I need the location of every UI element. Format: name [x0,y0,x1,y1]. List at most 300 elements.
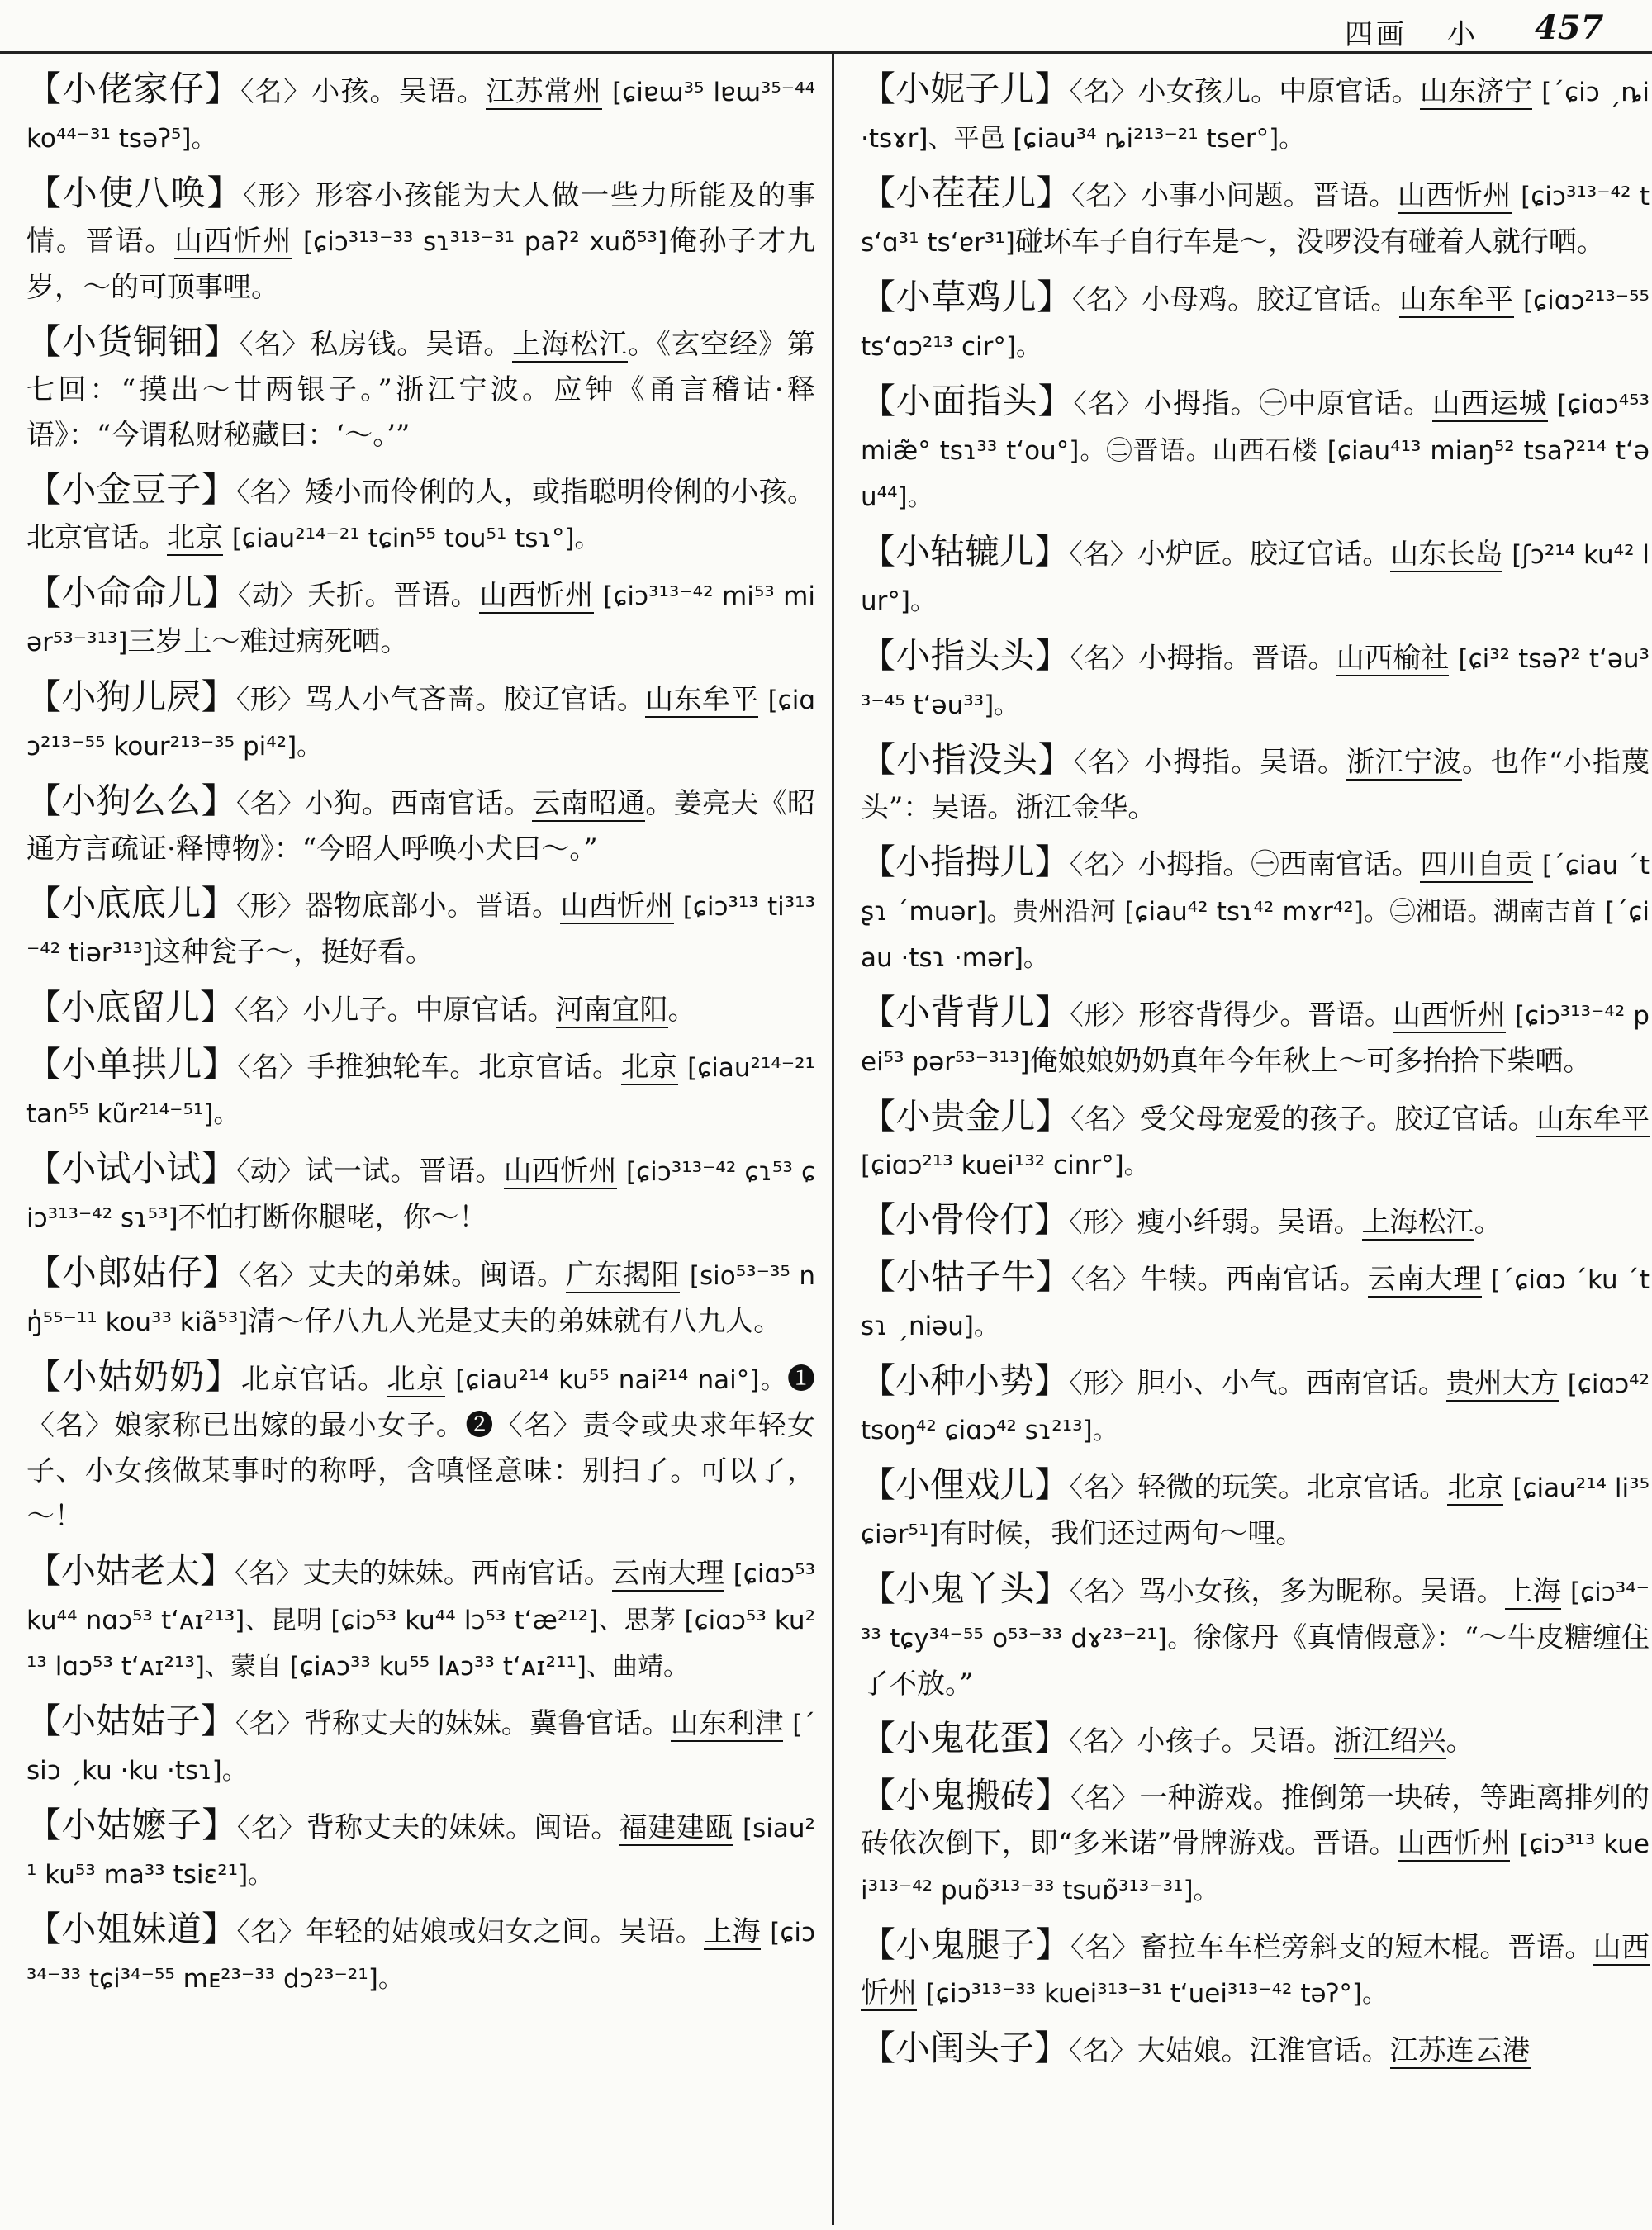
close-bracket: 】 [201,469,236,510]
part-of-speech: 〈名〉 [1069,538,1137,570]
dictionary-entry [861,1197,1650,1245]
dictionary-entry [861,633,1650,728]
dictionary-entry [26,1354,815,1540]
dialect-location: 北京 [167,521,223,554]
definition: 器物底部小。晋语。 [305,890,561,923]
definition: 矮小而伶俐的人，或指聪明伶俐的小孩。北京官话。 [26,476,815,554]
part-of-speech: 〈名〉 [1070,642,1139,674]
open-bracket: 【 [26,780,62,821]
definition: 小炉匠。胶辽官话。 [1137,538,1391,571]
dictionary-entry [26,880,815,976]
dialect-location: 上海松江 [1361,1206,1474,1239]
pronunciation: [ɕi³² tsəʔ² tʻəu³³⁻⁴⁵ tʻəu³³]。 [861,644,1650,720]
pronunciation: [ɕiɔ³⁴⁻³³ tɕi³⁴⁻⁵⁵ mᴇ²³⁻³³ dɔ²³⁻²¹]。 [26,1918,815,1994]
pronunciation: [ɕiɔ³¹³⁻⁴² tsʻɑ³¹ tsʻɐr³¹] [861,182,1650,258]
dictionary-entry [861,378,1650,520]
pronunciation: [ɕiɑɔ²¹³ kuei¹³² cinr°]。 [861,1151,1150,1180]
open-bracket: 【 [26,1550,62,1591]
definition: 试一试。晋语。 [305,1155,504,1188]
dictionary-entry [861,839,1650,981]
part-of-speech: 〈动〉 [237,579,308,611]
dictionary-entry [861,989,1650,1085]
headword: 小茬茬儿 [895,173,1037,213]
dictionary-entry [861,1715,1650,1764]
open-bracket: 【 [861,992,896,1032]
open-bracket: 【 [26,1805,62,1845]
definition: 小事小问题。晋语。 [1141,179,1398,212]
headword: 小底底儿 [61,883,202,923]
open-bracket: 【 [861,381,896,421]
pronunciation: [ɕiɔ³¹³ kuei³¹³⁻⁴² puɒ̃³¹³⁻³³ tsuɒ̃³¹³⁻³¹]。 [861,1829,1650,1905]
headword: 小鬼腿子 [895,1924,1036,1965]
open-bracket: 【 [26,469,62,510]
headword: 小单拱儿 [61,1044,202,1084]
headword: 小闺头子 [895,2028,1035,2068]
definition: 夭折。晋语。 [307,579,480,612]
part-of-speech: 〈名〉 [236,1811,306,1843]
definition: 小女孩儿。中原官话。 [1137,75,1420,108]
definition: 骂小女孩，多为昵称。吴语。 [1137,1575,1505,1608]
dictionary-entry [861,274,1650,370]
close-bracket: 】 [202,1252,239,1293]
definition: 形容背得少。晋语。 [1138,999,1393,1032]
part-of-speech: 〈名〉 [235,787,306,819]
close-bracket: 】 [1035,992,1070,1032]
part-of-speech: 〈动〉 [235,1155,306,1187]
definition: 北京官话。 [240,1363,387,1396]
pronunciation: [ɕiɑɔ⁴⁵³ miæ̃° tsɿ³³ tʻou°]。㊁晋语。山西石楼 [ɕiau⁴¹³ miaŋ⁵² tsaʔ²¹⁴ tʻəu⁴⁴]。 [861,390,1650,512]
headword: 小种小势 [895,1360,1035,1401]
close-bracket: 】 [204,69,241,109]
pronunciation: [ɕiɔ³¹³⁻⁴² ɕɿ⁵³ ɕiɔ³¹³⁻⁴² sɿ⁵³] [26,1157,815,1233]
dialect-location: 上海松江 [512,328,629,361]
dictionary-entry [861,1254,1650,1350]
example-text: 有时候，我们还过两句～哩。 [938,1517,1304,1550]
headword: 小佬家仔 [62,69,205,109]
dialect-location: 上海 [704,1915,761,1948]
dialect-location: 山东牟平 [645,683,759,716]
pronunciation: [ɕiɑɔ²¹³⁻⁵⁵ tsʻɑɔ²¹³ cir°]。 [861,286,1650,362]
dictionary-entry [26,1041,815,1137]
close-bracket: 】 [200,987,235,1027]
pronunciation: [ɕiɔ³¹³⁻⁴² mi⁵³ miər⁵³⁻³¹³] [26,581,815,657]
part-of-speech: 〈名〉 [236,1915,306,1948]
open-bracket: 【 [26,1148,62,1189]
definition: 手推独轮车。北京官话。 [306,1051,621,1084]
open-bracket: 【 [26,987,62,1027]
close-bracket: 】 [1037,277,1072,317]
headword: 小鬼丫头 [895,1568,1035,1609]
definition: 年轻的姑娘或妇女之间。吴语。 [306,1915,705,1948]
dialect-location: 山东利津 [670,1707,784,1740]
close-bracket: 】 [1034,1718,1070,1758]
pronunciation: [ɕiau²¹⁴ ku⁵⁵ nai²¹⁴ nai°]。 [455,1365,787,1395]
part-of-speech: 〈名〉 [235,1707,304,1739]
headword: 小姑姑子 [61,1701,201,1741]
close-bracket: 】 [202,572,238,613]
part-of-speech: 〈名〉 [1069,1575,1138,1607]
headword: 小郎姑仔 [61,1252,203,1293]
open-bracket: 【 [26,1044,62,1084]
dialect-location: 云南昭通 [532,787,646,820]
close-bracket: 】 [1034,1464,1070,1505]
dictionary-entry [861,737,1650,831]
headword: 小姑奶奶 [62,1356,206,1397]
dialect-location: 山西忻州 [1397,1827,1511,1860]
close-bracket: 】 [1034,1360,1070,1401]
dictionary-entry [26,66,815,162]
close-bracket: 】 [1035,1924,1070,1965]
pronunciation: [ɕiɑɔ⁵³ ku⁴⁴ nɑɔ⁵³ tʻᴀɪ²¹³]、昆明 [ɕiɔ⁵³ ku⁴⁴ lɔ⁵³ tʻæ²¹²]、思茅 [ɕiɑɔ⁵³ ku²¹³ lɑɔ⁵³ tʻᴀɪ²¹³]、蒙自 [ɕiᴀɔ³³ ku⁵⁵ lᴀɔ³³ tʻᴀɪ²¹¹]、曲靖。 [26,1559,815,1682]
part-of-speech: 〈名〉 [235,994,303,1026]
dictionary-entry [861,1772,1650,1914]
part-of-speech: 〈形〉 [235,890,306,922]
open-bracket: 【 [861,1718,896,1758]
part-of-speech: 〈名〉 [235,476,306,508]
definition: 小拇指。㊀中原官话。 [1143,387,1432,420]
dialect-location: 浙江宁波 [1346,746,1462,779]
headword: 小试小试 [61,1148,202,1189]
close-bracket: 】 [1037,381,1074,421]
open-bracket: 【 [861,635,896,676]
headword: 小指没头 [895,739,1038,780]
part-of-speech: 〈名〉 [1070,1103,1140,1135]
example-text: 俺娘娘奶奶真年今年秋上～可多抬拾下柴哂。 [1029,1045,1592,1078]
head-character: 小 [1447,18,1475,51]
definition: 小母鸡。胶辽官话。 [1142,283,1400,316]
open-bracket: 【 [861,739,896,780]
part-of-speech: 〈名〉 [1073,387,1144,420]
pronunciation: [ˊɕiɑɔ ˊku ˊtsɿ ˏniəu]。 [861,1265,1650,1341]
close-bracket: 】 [1034,1568,1070,1609]
pronunciation: [ɕiɑɔ²¹³⁻⁵⁵ kour²¹³⁻³⁵ pi⁴²]。 [26,686,815,762]
close-bracket: 】 [203,321,240,362]
definition: 小拇指。晋语。 [1138,642,1336,675]
headword: 小货铜钿 [61,321,204,362]
open-bracket: 【 [26,572,62,613]
headword: 小贵金儿 [895,1096,1036,1136]
part-of-speech: 〈名〉 [1069,1471,1138,1503]
column-divider [832,53,834,2225]
close-bracket: 】 [1034,1199,1070,1240]
dialect-location: 上海 [1504,1575,1562,1608]
close-bracket: 】 [206,173,244,213]
definition: 背称丈夫的妹妹。闽语。 [306,1811,620,1844]
dictionary-entry [26,570,815,666]
definition: 受父母宠爱的孩子。胶辽官话。 [1139,1103,1537,1136]
definition: 畜拉车车栏旁斜支的短木棍。晋语。 [1139,1931,1593,1964]
pronunciation: [siau²¹ ku⁵³ ma³³ tsiɛ²¹]。 [26,1814,815,1890]
headword: 小鬼搬砖 [895,1775,1036,1815]
pronunciation: [ɕiɑɔ⁴² tsoŋ⁴² ɕiɑɔ⁴² sɿ²¹³]。 [861,1369,1650,1445]
part-of-speech: 〈形〉 [1069,1367,1137,1399]
definition: 小拇指。㊀西南官话。 [1137,848,1421,881]
dictionary-entry [26,467,815,562]
example-text: 。 [1446,1725,1474,1758]
dialect-location: 河南宜阳 [555,994,668,1027]
part-of-speech: 〈名〉 [237,1051,307,1083]
pronunciation: [ɕiɔ³⁴⁻³³ tɕy³⁴⁻⁵⁵ o⁵³⁻³³ dɤ²³⁻²¹]。 [861,1578,1650,1654]
dictionary-entry [861,2025,1650,2074]
close-bracket: 】 [202,1044,238,1084]
close-bracket: 】 [1034,842,1070,882]
section-label: 四画 [1345,18,1408,51]
dictionary-entry [861,1358,1650,1454]
close-bracket: 】 [201,1148,236,1189]
dialect-location: 江苏常州 [486,75,603,108]
part-of-speech: 〈名〉 [240,75,312,107]
pronunciation: [ˊɕiau ˊtʂɿ ˊmuər]。贵州沿河 [ɕiau⁴² tsɿ⁴² mɤr⁴²]。㊁湘语。湖南吉首 [ˊɕiau ·tsɿ ·mər]。 [861,851,1650,973]
open-bracket: 【 [861,1464,896,1505]
dialect-location: 山西忻州 [1397,179,1512,212]
headword: 小俚戏儿 [895,1464,1035,1505]
dialect-location: 北京 [620,1051,678,1084]
definition: 一种游戏。推倒第一块砖，等距离排列的砖依次倒下，即“多米诺”骨牌游戏。晋语。 [861,1782,1650,1860]
pronunciation: [ɕiau²¹⁴⁻²¹ tan⁵⁵ kũr²¹⁴⁻⁵¹]。 [26,1053,815,1129]
dialect-location: 山西忻州 [479,579,594,612]
headword: 小姑老太 [61,1550,201,1591]
dictionary-entry [861,1566,1650,1707]
dialect-location: 山东牟平 [1536,1103,1650,1136]
dialect-location: 贵州大方 [1446,1367,1559,1400]
dialect-location: 山西忻州 [174,225,293,258]
dialect-location: 浙江绍兴 [1333,1725,1446,1758]
open-bracket: 【 [861,842,896,882]
close-bracket: 】 [1034,69,1070,109]
dictionary-entry [26,170,815,311]
page-header [0,0,1652,54]
pronunciation: [ɕiau²¹⁴⁻²¹ tɕin⁵⁵ tou⁵¹ tsɿ°]。 [231,524,601,553]
headword: 小骨伶仃 [895,1199,1035,1240]
close-bracket: 】 [202,1909,237,1949]
dictionary-entry [861,1094,1650,1189]
part-of-speech: 〈名〉 [1069,2034,1137,2066]
definition: 轻微的玩笑。北京官话。 [1137,1471,1448,1504]
dictionary-entry [26,1548,815,1690]
headword: 小使八唤 [62,173,207,213]
open-bracket: 【 [861,1568,896,1609]
pronunciation: [ˊɕiɔ ˏȵi ·tsɤr]、平邑 [ɕiau³⁴ ȵi²¹³⁻²¹ tser°]。 [861,78,1650,154]
dialect-location: 云南大理 [611,1557,724,1590]
open-bracket: 【 [26,1701,62,1741]
dictionary-entry [26,1802,815,1898]
pronunciation: [ʃɔ²¹⁴ ku⁴² lur°]。 [861,540,1650,616]
open-bracket: 【 [26,1356,63,1397]
dictionary-entry [26,1146,815,1241]
dictionary-entry [26,319,815,458]
dialect-location: 山西忻州 [1393,999,1506,1032]
dictionary-entry [26,1698,815,1794]
open-bracket: 【 [861,69,896,109]
headword: 小狗儿屄 [61,676,202,717]
dialect-location: 北京 [1447,1471,1504,1504]
part-of-speech: 〈名〉 [1070,1782,1140,1814]
definition: 形容小孩能为大人做一些力所能及的事情。晋语。 [26,179,815,258]
example-text: 清～仔八九人光是丈夫的弟妹就有八九人。 [248,1305,782,1338]
open-bracket: 【 [861,1924,896,1965]
close-bracket: 】 [1037,739,1074,780]
headword: 小轱辘儿 [895,531,1035,572]
part-of-speech: 〈名〉 [238,1259,308,1291]
dialect-location: 福建建瓯 [619,1811,733,1844]
open-bracket: 【 [861,277,896,317]
headword: 小命命儿 [61,572,203,613]
close-bracket: 】 [202,1805,237,1845]
definition: 胆小、小气。西南官话。 [1137,1367,1446,1400]
part-of-speech: 〈名〉 [1069,75,1138,107]
close-bracket: 】 [1034,531,1070,572]
part-of-speech: 〈名〉 [1071,283,1142,316]
open-bracket: 【 [861,531,896,572]
part-of-speech: 〈名〉 [1070,1263,1141,1295]
part-of-speech: 〈形〉 [1070,999,1139,1031]
headword: 小金豆子 [61,469,202,510]
dictionary-entry [861,529,1650,624]
close-bracket: 】 [1036,173,1072,213]
example-text: 碰坏车子自行车是～，没啰没有碰着人就行哂。 [1014,225,1605,259]
close-bracket: 】 [1036,1256,1071,1297]
example-text: 。姜亮夫《昭通方言疏证·释博物》：“今昭人呼唤小犬曰～。” [26,787,815,866]
example-text: 徐傢丹《真情假意》：“～牛皮糖缠住了不放。” [861,1621,1650,1701]
part-of-speech: 〈名〉 [1073,746,1145,778]
definition: 小拇指。吴语。 [1144,746,1346,779]
dialect-location: 山西忻州 [560,890,674,923]
dictionary-entry [26,1906,815,2002]
example-text: ❶〈名〉娘家称已出嫁的最小女子。❷〈名〉责令或央求年轻女子、小女孩做某事时的称呼，含嗔怪意味：别扫了。可以了，～！ [26,1363,815,1533]
dictionary-entry [861,170,1650,266]
example-text: 。 [667,994,696,1027]
open-bracket: 【 [26,883,62,923]
dialect-location: 北京 [387,1363,446,1396]
pronunciation: [ɕiɔ³¹³⁻⁴² pei⁵³ pər⁵³⁻³¹³] [861,1001,1650,1077]
pronunciation: [ɕiɔ³¹³⁻³³ kuei³¹³⁻³¹ tʻuei³¹³⁻⁴² təʔ°]。 [925,1979,1388,2009]
headword: 小背背儿 [895,992,1036,1032]
dialect-location: 云南大理 [1367,1263,1482,1296]
open-bracket: 【 [26,321,62,362]
definition: 私房钱。吴语。 [310,328,513,361]
headword: 小妮子儿 [895,69,1035,109]
example-text: 。也作“小指蔑头”：吴语。浙江金华。 [861,746,1650,824]
open-bracket: 【 [861,1096,896,1136]
dictionary-entry [861,66,1650,162]
dictionary-entry [26,778,815,872]
definition: 小孩子。吴语。 [1137,1725,1334,1758]
close-bracket: 】 [1035,1096,1070,1136]
open-bracket: 【 [861,1199,896,1240]
open-bracket: 【 [26,173,63,213]
close-bracket: 】 [200,1701,235,1741]
close-bracket: 】 [1035,1775,1070,1815]
definition: 小孩。吴语。 [311,75,487,108]
page-number: 457 [1535,8,1604,47]
dialect-location: 山西运城 [1431,387,1548,420]
open-bracket: 【 [26,69,63,109]
definition: 背称丈夫的妹妹。冀鲁官话。 [303,1707,671,1740]
close-bracket: 】 [1034,2028,1070,2068]
dialect-location: 江苏连云港 [1389,2034,1531,2067]
dialect-location: 山东长岛 [1390,538,1503,571]
dictionary-entry [26,1250,815,1345]
headword: 小姑嬷子 [61,1805,202,1845]
close-bracket: 】 [1035,635,1070,676]
close-bracket: 】 [201,676,236,717]
dialect-location: 四川自贡 [1420,848,1534,881]
open-bracket: 【 [861,1360,896,1401]
definition: 瘦小纤弱。吴语。 [1137,1206,1362,1239]
definition: 小狗。西南官话。 [305,787,533,820]
headword: 小草鸡儿 [895,277,1037,317]
left-column [26,66,815,2010]
headword: 小指拇儿 [895,842,1035,882]
part-of-speech: 〈名〉 [1069,848,1138,880]
part-of-speech: 〈名〉 [239,328,311,360]
definition: 大姑娘。江淮官话。 [1137,2034,1390,2067]
dictionary-entry [26,985,815,1033]
part-of-speech: 〈形〉 [1069,1206,1137,1238]
open-bracket: 【 [861,2028,896,2068]
definition: 丈夫的弟妹。闽语。 [307,1259,566,1292]
headword: 小鬼花蛋 [895,1718,1035,1758]
dictionary-entry [861,1462,1650,1558]
open-bracket: 【 [861,1256,896,1297]
definition: 骂人小气吝啬。胶辽官话。 [305,683,646,716]
dialect-location: 山西忻州 [861,1931,1650,2009]
open-bracket: 【 [26,676,62,717]
pronunciation: [ɕiɔ³¹³⁻³³ sɿ³¹³⁻³¹ paʔ² xuɒ̃⁵³] [303,227,667,257]
dialect-location: 山东牟平 [1399,283,1514,316]
pronunciation: [ˊsiɔ ˏku ·ku ·tsɿ]。 [26,1710,815,1786]
example-text: 这种瓮子～，挺好看。 [153,936,434,969]
open-bracket: 【 [26,1252,62,1293]
open-bracket: 【 [26,1909,62,1949]
example-text: 。 [1474,1206,1502,1239]
definition: 小儿子。中原官话。 [302,994,556,1027]
right-column [861,66,1650,2082]
definition: 牛犊。西南官话。 [1140,1263,1368,1296]
example-text: 不怕打断你腿咾，你～！ [178,1201,487,1234]
part-of-speech: 〈形〉 [235,683,306,715]
headword: 小面指头 [895,381,1038,421]
close-bracket: 】 [205,1356,241,1397]
open-bracket: 【 [861,173,896,213]
headword: 小牯子牛 [895,1256,1037,1297]
definition: 丈夫的妹妹。西南官话。 [302,1557,612,1590]
headword: 小指头头 [895,635,1035,676]
example-text: 三岁上～难过病死哂。 [127,625,409,658]
part-of-speech: 〈名〉 [1070,1931,1140,1963]
pronunciation: [ɕiɐɯ³⁵ lɐɯ³⁵⁻⁴⁴ ko⁴⁴⁻³¹ tsəʔ⁵]。 [26,78,815,154]
dialect-location: 山西忻州 [503,1155,617,1188]
dictionary-entry [26,674,815,770]
headword: 小姐妹道 [61,1909,202,1949]
dictionary-entry [861,1922,1650,2017]
close-bracket: 】 [201,883,236,923]
pronunciation: [ɕiɔ³¹³ ti³¹³⁻⁴² tiər³¹³] [26,892,815,968]
part-of-speech: 〈名〉 [235,1557,303,1589]
pronunciation: [ɕiau²¹⁴ li³⁵ ɕiər⁵¹] [861,1473,1650,1549]
headword: 小狗么么 [61,780,202,821]
open-bracket: 【 [861,1775,896,1815]
headword: 小底留儿 [61,987,201,1027]
close-bracket: 】 [200,1550,235,1591]
part-of-speech: 〈名〉 [1071,179,1142,211]
example-text: 俺孙子才九岁，～的可顶事哩。 [26,225,815,304]
example-text: 。《玄空经》第七回：“摸出～廿两银子。”浙江宁波。应钟《甬言稽诂·释语》：“今谓私财秘藏曰：‘～。’” [26,328,815,452]
part-of-speech: 〈形〉 [243,179,316,211]
dialect-location: 广东揭阳 [565,1259,681,1292]
close-bracket: 】 [201,780,236,821]
part-of-speech: 〈名〉 [1069,1725,1137,1757]
